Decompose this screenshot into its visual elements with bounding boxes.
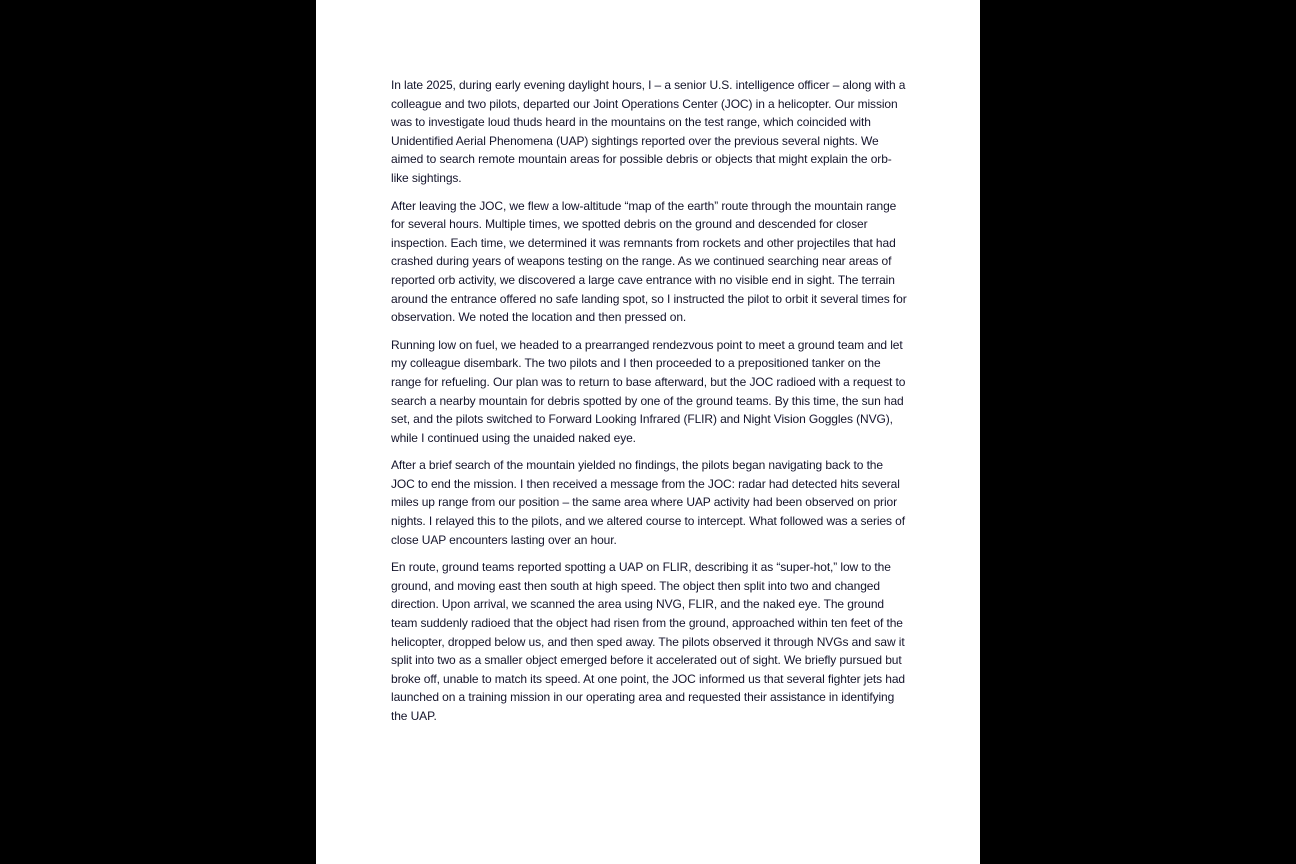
document-body — [391, 76, 907, 735]
paragraph-2: After leaving the JOC, we flew a low-altitude “map of the earth” route through the mountain range for several hours. Multiple times, we spotted debris on the ground and descended for closer inspection. Each time, we determined it was remnants from rockets and other projectiles that had crashed during years of weapons testing on the range. As we continued searching near areas of reported orb activity, we discovered a large cave entrance with no visible end in sight. The terrain around the entrance offered no safe landing spot, so I instructed the pilot to orbit it several times for observation. We noted the location and then pressed on. — [391, 198, 907, 325]
paragraph-3: Running low on fuel, we headed to a prearranged rendezvous point to meet a ground team and let my colleague disembark. The two pilots and I then proceeded to a prepositioned tanker on the range for refueling. Our plan was to return to base afterward, but the JOC radioed with a request to search a nearby mountain for debris spotted by one of the ground teams. By this time, the sun had set, and the pilots switched to Forward Looking Infrared (FLIR) and Night Vision Goggles (NVG), while I continued using the unaided naked eye. — [391, 337, 906, 445]
document-page — [316, 0, 980, 864]
paragraph-1: In late 2025, during early evening daylight hours, I – a senior U.S. intelligence officer – along with a colleague and two pilots, departed our Joint Operations Center (JOC) in a helicopter. Our mission was to investigate loud thuds heard in the mountains on the test range, which coincided with Unidentified Aerial Phenomena (UAP) sightings reported over the previous several nights. We aimed to search remote mountain areas for possible debris or objects that might explain the orb-like sightings. — [391, 78, 906, 185]
paragraph-5: En route, ground teams reported spotting a UAP on FLIR, describing it as “super-hot,” low to the ground, and moving east then south at high speed. The object then split into two and changed direction. Upon arrival, we scanned the area using NVG, FLIR, and the naked eye. The ground team suddenly radioed that the object had risen from the ground, approached within ten feet of the helicopter, dropped below us, and then sped away. The pilots observed it through NVGs and saw it split into two as a smaller object emerged before it accelerated out of sight. We briefly pursued but broke off, unable to match its speed. At one point, the JOC informed us that several fighter jets had launched on a training mission in our operating area and requested their assistance in identifying the UAP. — [391, 560, 905, 723]
paragraph-4: After a brief search of the mountain yielded no findings, the pilots began navigating back to the JOC to end the mission. I then received a message from the JOC: radar had detected hits several miles up range from our position – the same area where UAP activity had been observed on prior nights. I relayed this to the pilots, and we altered course to intercept. What followed was a series of close UAP encounters lasting over an hour. — [391, 458, 905, 547]
